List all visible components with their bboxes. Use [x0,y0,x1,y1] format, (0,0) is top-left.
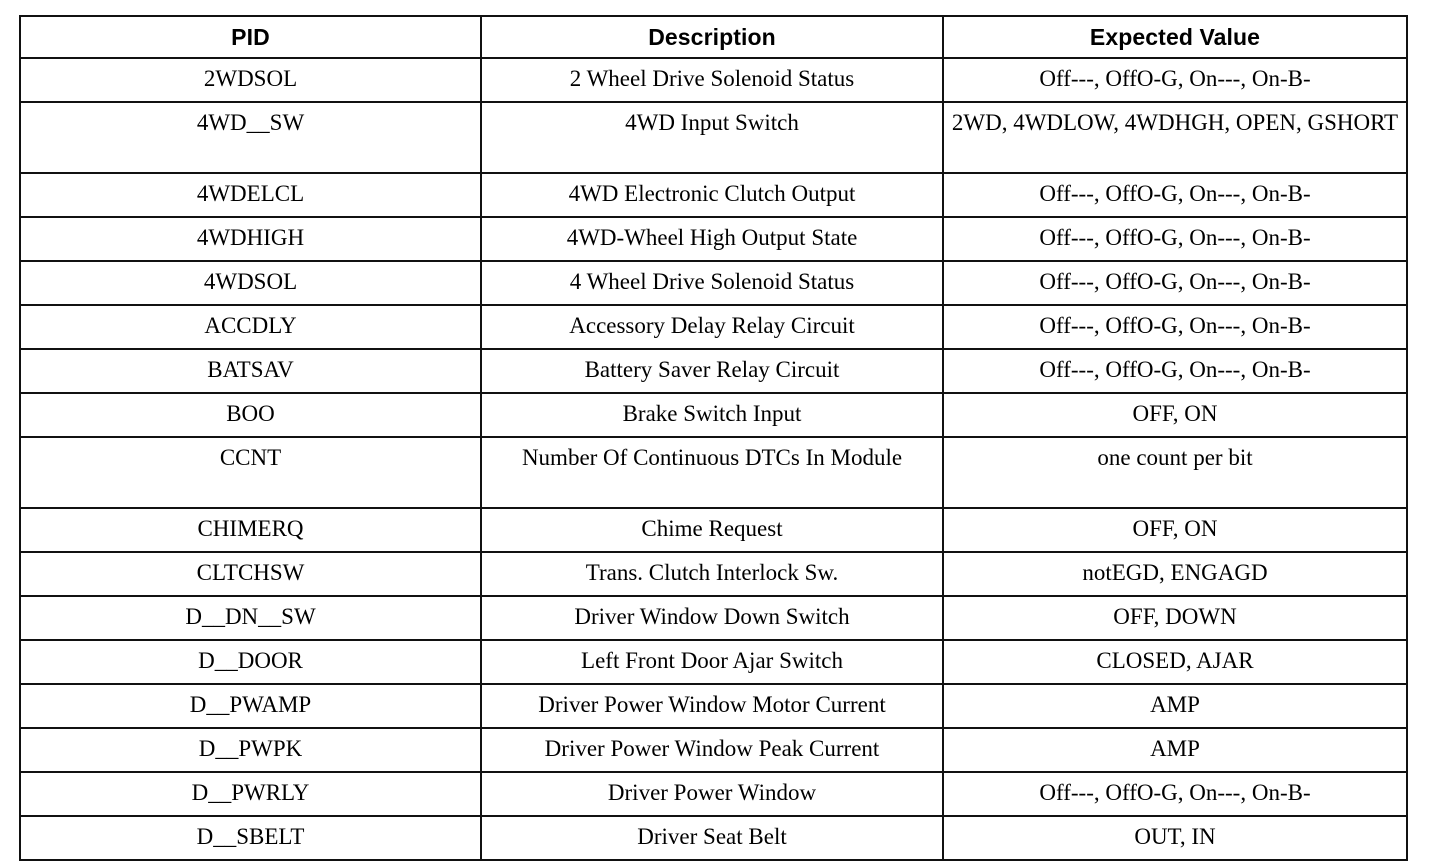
header-description: Description [481,16,943,58]
pid-table [19,15,1408,861]
cell-expected-value: OFF, ON [943,393,1407,437]
cell-expected-value: one count per bit [943,437,1407,508]
cell-pid: CCNT [20,437,481,508]
cell-expected-value: 2WD, 4WDLOW, 4WDHGH, OPEN, GSHORT [943,102,1407,173]
cell-expected-value: OFF, DOWN [943,596,1407,640]
cell-pid: BOO [20,393,481,437]
cell-expected-value: CLOSED, AJAR [943,640,1407,684]
cell-expected-value: Off---, OffO-G, On---, On-B- [943,349,1407,393]
cell-description: Brake Switch Input [481,393,943,437]
header-expected-value: Expected Value [943,16,1407,58]
cell-expected-value: OFF, ON [943,508,1407,552]
cell-description: Accessory Delay Relay Circuit [481,305,943,349]
cell-description: 4 Wheel Drive Solenoid Status [481,261,943,305]
table-row [20,816,1407,860]
cell-description: Number Of Continuous DTCs In Module [481,437,943,508]
cell-pid: D__DN__SW [20,596,481,640]
table-row [20,684,1407,728]
table-row [20,508,1407,552]
table-row [20,305,1407,349]
cell-description: Chime Request [481,508,943,552]
cell-pid: D__PWPK [20,728,481,772]
cell-expected-value: notEGD, ENGAGD [943,552,1407,596]
cell-description: 2 Wheel Drive Solenoid Status [481,58,943,102]
header-row [20,16,1407,58]
cell-expected-value: Off---, OffO-G, On---, On-B- [943,217,1407,261]
cell-pid: D__PWAMP [20,684,481,728]
cell-pid: D__SBELT [20,816,481,860]
cell-pid: 4WDSOL [20,261,481,305]
cell-description: Driver Power Window Motor Current [481,684,943,728]
cell-pid: ACCDLY [20,305,481,349]
cell-expected-value: OUT, IN [943,816,1407,860]
cell-pid: 2WDSOL [20,58,481,102]
table-row [20,772,1407,816]
cell-pid: D__DOOR [20,640,481,684]
cell-description: Driver Window Down Switch [481,596,943,640]
cell-expected-value: Off---, OffO-G, On---, On-B- [943,261,1407,305]
cell-expected-value: AMP [943,684,1407,728]
cell-pid: BATSAV [20,349,481,393]
cell-pid: CHIMERQ [20,508,481,552]
table-row [20,261,1407,305]
cell-expected-value: Off---, OffO-G, On---, On-B- [943,58,1407,102]
cell-expected-value: Off---, OffO-G, On---, On-B- [943,173,1407,217]
table-row [20,102,1407,173]
cell-expected-value: Off---, OffO-G, On---, On-B- [943,772,1407,816]
cell-description: Driver Power Window [481,772,943,816]
table-header [20,16,1407,58]
cell-pid: 4WDELCL [20,173,481,217]
cell-description: 4WD-Wheel High Output State [481,217,943,261]
table-row [20,173,1407,217]
table-row [20,552,1407,596]
cell-description: Battery Saver Relay Circuit [481,349,943,393]
cell-expected-value: AMP [943,728,1407,772]
table-row [20,728,1407,772]
cell-expected-value: Off---, OffO-G, On---, On-B- [943,305,1407,349]
table-row [20,217,1407,261]
cell-description: Trans. Clutch Interlock Sw. [481,552,943,596]
cell-description: Left Front Door Ajar Switch [481,640,943,684]
table-body [20,58,1407,860]
cell-pid: 4WDHIGH [20,217,481,261]
cell-description: 4WD Input Switch [481,102,943,173]
table-row [20,596,1407,640]
table-row [20,393,1407,437]
cell-description: Driver Seat Belt [481,816,943,860]
cell-pid: D__PWRLY [20,772,481,816]
table-row [20,349,1407,393]
cell-pid: CLTCHSW [20,552,481,596]
cell-description: 4WD Electronic Clutch Output [481,173,943,217]
table-row [20,58,1407,102]
table-row [20,437,1407,508]
header-pid: PID [20,16,481,58]
cell-pid: 4WD__SW [20,102,481,173]
table-row [20,640,1407,684]
cell-description: Driver Power Window Peak Current [481,728,943,772]
